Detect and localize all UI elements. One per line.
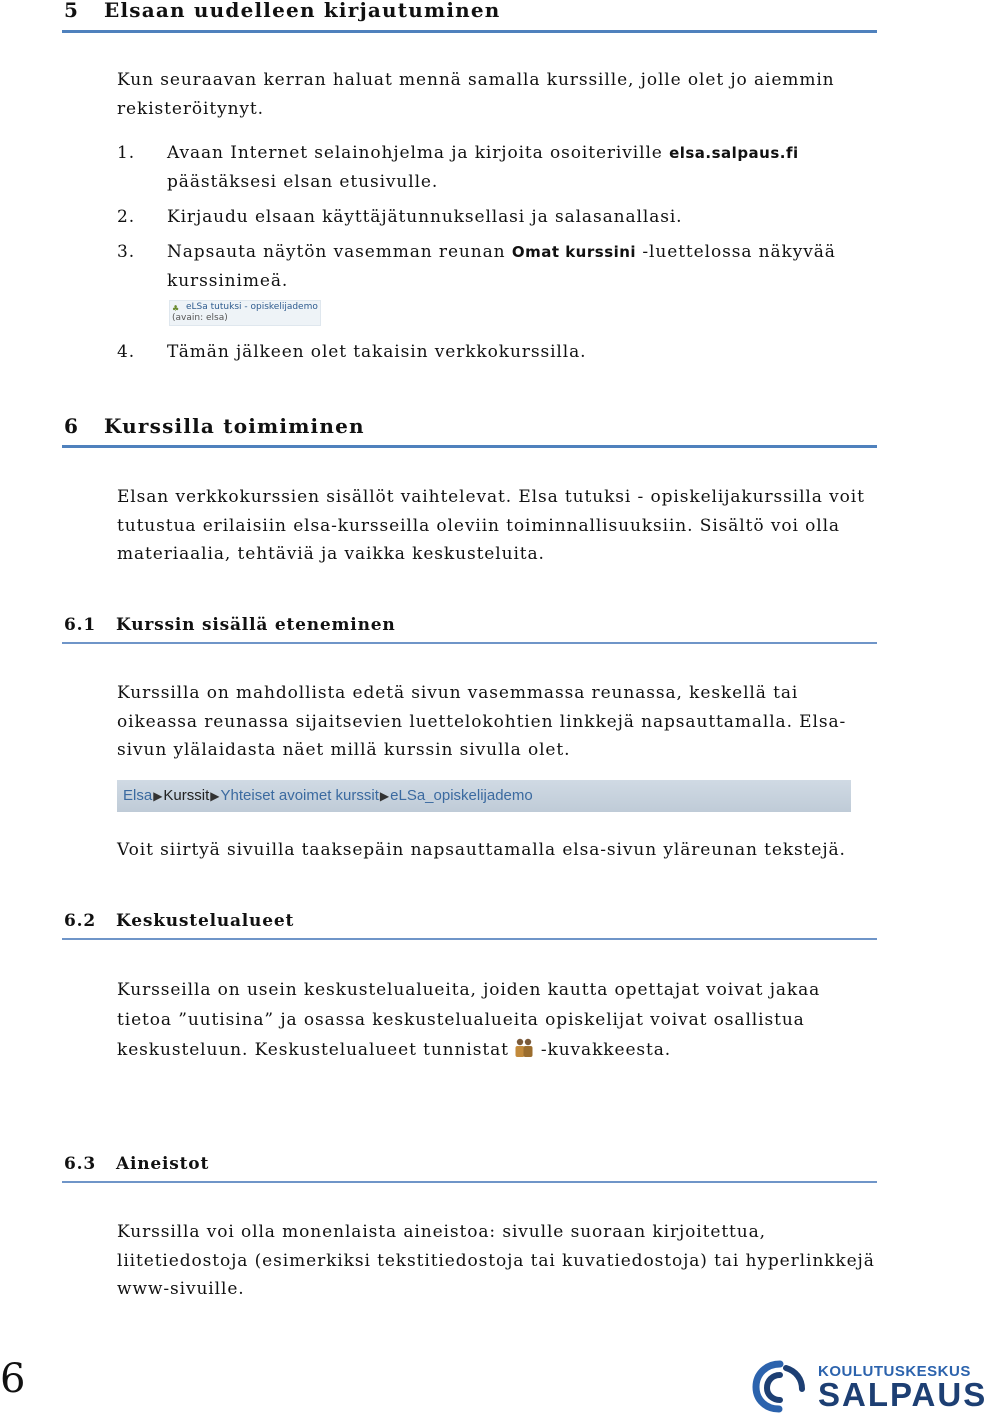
section-title: Keskustelualueet: [116, 911, 295, 931]
section-6-heading: [64, 414, 365, 438]
list-item-4: [117, 338, 877, 368]
list-number: 4.: [117, 342, 136, 362]
heading-rule: [62, 642, 877, 644]
breadcrumb-item[interactable]: Yhteiset avoimet kurssit: [220, 787, 379, 804]
section-6-1-body: Kurssilla on mahdollista edetä sivun vasemmassa reunassa, keskellä tai oikeassa reunassa sijaitsevien luettelokohtien linkkejä napsauttamalla. Elsa-sivun ylälaidasta näet millä kurssin sivulla olet.: [117, 683, 847, 760]
list-text: Napsauta näytön vasemman reunan Omat kurssini -luettelossa näkyvää kurssinimeä.: [167, 242, 836, 291]
section-number: 6.3: [64, 1154, 96, 1174]
list-text: Avaan Internet selainohjelma ja kirjoita osoiteriville elsa.salpaus.fi päästäksesi elsan etusivulle.: [167, 143, 799, 192]
course-link-screenshot[interactable]: [169, 300, 321, 326]
course-icon: ♣: [172, 304, 180, 313]
body-text: -kuvakkeesta.: [540, 1040, 672, 1060]
body-text: Kursseilla on usein keskustelualueita, joiden kautta opettajat voivat jakaa tietoa ”uutisina” ja osassa keskustelualueita opiskelijat voivat osallistua keskusteluun. Keskustelualueet tunnistat: [117, 980, 821, 1060]
salpaus-logo-icon: [752, 1360, 808, 1412]
list-item-2: [117, 203, 877, 233]
heading-rule: [62, 938, 877, 940]
section-6-2-body: [117, 975, 877, 1065]
list-item-1: [117, 139, 877, 199]
logo-text-big: SALPAUS: [818, 1376, 987, 1413]
section-5-heading: [64, 0, 501, 22]
section-6-1-after: Voit siirtyä sivuilla taaksepäin napsauttamalla elsa-sivun yläreunan tekstejä.: [117, 840, 846, 860]
page-number: 6: [0, 1356, 26, 1402]
breadcrumb: [117, 780, 851, 812]
section-6-2-heading: [64, 911, 294, 931]
section-title: Elsaan uudelleen kirjautuminen: [104, 0, 501, 22]
section-6-body: Elsan verkkokurssien sisällöt vaihtelevat. Elsa tutuksi - opiskelijakurssilla voit tutustua erilaisiin elsa-kursseilla oleviin toiminnallisuuksiin. Sisältö voi olla materiaalia, tehtäviä ja vaikka keskusteluita.: [117, 487, 865, 564]
section-5-intro: Kun seuraavan kerran haluat mennä samalla kurssille, jolle olet jo aiemmin rekisteröitynyt.: [117, 70, 835, 119]
list-item-3: [117, 238, 877, 298]
section-6-3-body: Kurssilla voi olla monenlaista aineistoa: sivulle suoraan kirjoitettua, liitetiedostoja (esimerkiksi tekstitiedostoja tai kuvatiedostoja) tai hyperlinkkejä www-sivuille.: [117, 1222, 875, 1299]
section-number: 6: [64, 414, 80, 438]
course-link-key: (avain: elsa): [172, 313, 228, 323]
section-title: Aineistot: [116, 1154, 210, 1174]
course-link-title: eLSa tutuksi - opiskelijademo: [186, 302, 318, 312]
logo-text-small: KOULUTUSKESKUS: [818, 1363, 971, 1380]
list-text: Tämän jälkeen olet takaisin verkkokurssilla.: [167, 342, 587, 362]
heading-rule: [62, 30, 877, 33]
menu-name-text: Omat kurssini: [511, 243, 637, 261]
breadcrumb-arrow-icon: ▶: [153, 789, 163, 803]
section-number: 6.1: [64, 615, 96, 635]
list-text: Kirjaudu elsaan käyttäjätunnuksellasi ja salasanallasi.: [167, 207, 683, 227]
section-number: 6.2: [64, 911, 96, 931]
list-number: 3.: [117, 242, 136, 262]
breadcrumb-arrow-icon: ▶: [379, 789, 390, 803]
breadcrumb-item[interactable]: Kurssit: [163, 787, 210, 804]
heading-rule: [62, 1181, 877, 1183]
section-number: 5: [64, 0, 80, 22]
section-title: Kurssilla toimiminen: [104, 414, 365, 438]
list-number: 2.: [117, 207, 136, 227]
heading-rule: [62, 445, 877, 448]
breadcrumb-arrow-icon: ▶: [210, 789, 220, 803]
section-6-1-heading: [64, 615, 396, 635]
section-title: Kurssin sisällä eteneminen: [116, 615, 396, 635]
url-text: elsa.salpaus.fi: [669, 144, 799, 162]
forum-icon: [513, 1037, 535, 1059]
section-6-3-heading: [64, 1154, 209, 1174]
breadcrumb-item[interactable]: eLSa_opiskelijademo: [390, 787, 533, 804]
list-number: 1.: [117, 143, 136, 163]
breadcrumb-item[interactable]: Elsa: [123, 787, 153, 804]
